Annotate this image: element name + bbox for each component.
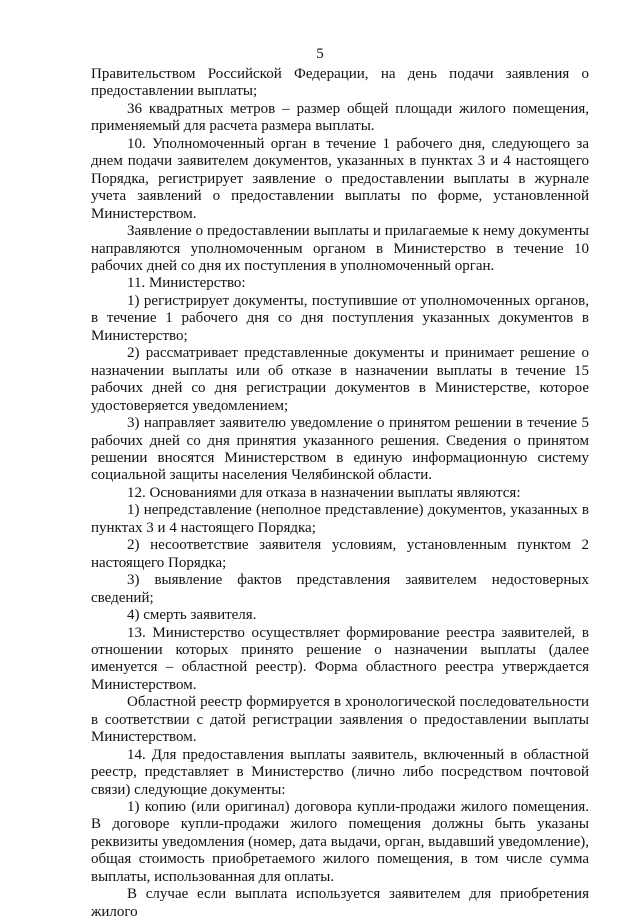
paragraph: 36 квадратных метров – размер общей площади жилого помещения, применяемый для расчета размера выплаты. — [91, 100, 589, 135]
paragraph: В случае если выплата используется заявителем для приобретения жилого — [91, 886, 589, 920]
paragraph: 2) несоответствие заявителя условиям, установленным пунктом 2 настоящего Порядка; — [91, 537, 589, 571]
paragraph: 2) рассматривает представленные документы и принимает решение о назначении выплаты или об отказе в назначении выплаты в течение 15 рабочих дней со дня регистрации документов в Министерстве, которое удостоверяется уведомлением; — [91, 345, 589, 414]
paragraph: 10. Уполномоченный орган в течение 1 рабочего дня, следующего за днем подачи заявителем документов, указанных в пунктах 3 и 4 настоящего Порядка, регистрирует заявление о предоставлении выплаты в журнале учета заявлений о предоставлении выплаты по форме, установленной Министерством. — [91, 135, 589, 222]
paragraph: Заявление о предоставлении выплаты и прилагаемые к нему документы направляются уполномоченным органом в Министерство в течение 10 рабочих дней со дня их поступления в уполномоченный орган. — [91, 223, 589, 274]
document-body — [91, 66, 589, 921]
page-number: 5 — [316, 46, 324, 62]
paragraph: 3) выявление фактов представления заявителем недостоверных сведений; — [91, 572, 589, 606]
paragraph: 13. Министерство осуществляет формирование реестра заявителей, в отношении которых принято решение о назначении выплаты (далее именуется – областной реестр). Форма областного реестра утверждается Министерством. — [91, 624, 589, 693]
paragraph: 3) направляет заявителю уведомление о принятом решении в течение 5 рабочих дней со дня принятия указанного решения. Сведения о принятом решении вносятся Министерством в единую информационную систему социальной защиты населения Челябинской области. — [91, 415, 589, 484]
paragraph: 12. Основаниями для отказа в назначении выплаты являются: — [127, 484, 521, 501]
paragraph: 1) регистрирует документы, поступившие от уполномоченных органов, в течение 1 рабочего дня со дня поступления указанных документов в Министерство; — [91, 292, 589, 344]
paragraph: 4) смерть заявителя. — [127, 607, 257, 624]
paragraph: 1) непредставление (неполное представление) документов, указанных в пунктах 3 и 4 настоящего Порядка; — [91, 502, 589, 536]
paragraph: 1) копию (или оригинал) договора купли-продажи жилого помещения. В договоре купли-продажи жилого помещения должны быть указаны реквизиты уведомления (номер, дата выдачи, орган, выдавший уведомление), общая стоимость приобретаемого жилого помещения, в том числе сумма выплаты, использованная для оплаты. — [91, 799, 589, 885]
paragraph: Областной реестр формируется в хронологической последовательности в соответствии с датой регистрации заявления о предоставлении выплаты Министерством. — [91, 694, 589, 746]
paragraph: 11. Министерство: — [127, 275, 246, 292]
paragraph: 14. Для предоставления выплаты заявитель, включенный в областной реестр, представляет в Министерство (лично либо посредством почтовой связи) следующие документы: — [91, 746, 589, 798]
paragraph: Правительством Российской Федерации, на день подачи заявления о предоставлении выплаты; — [91, 66, 589, 100]
